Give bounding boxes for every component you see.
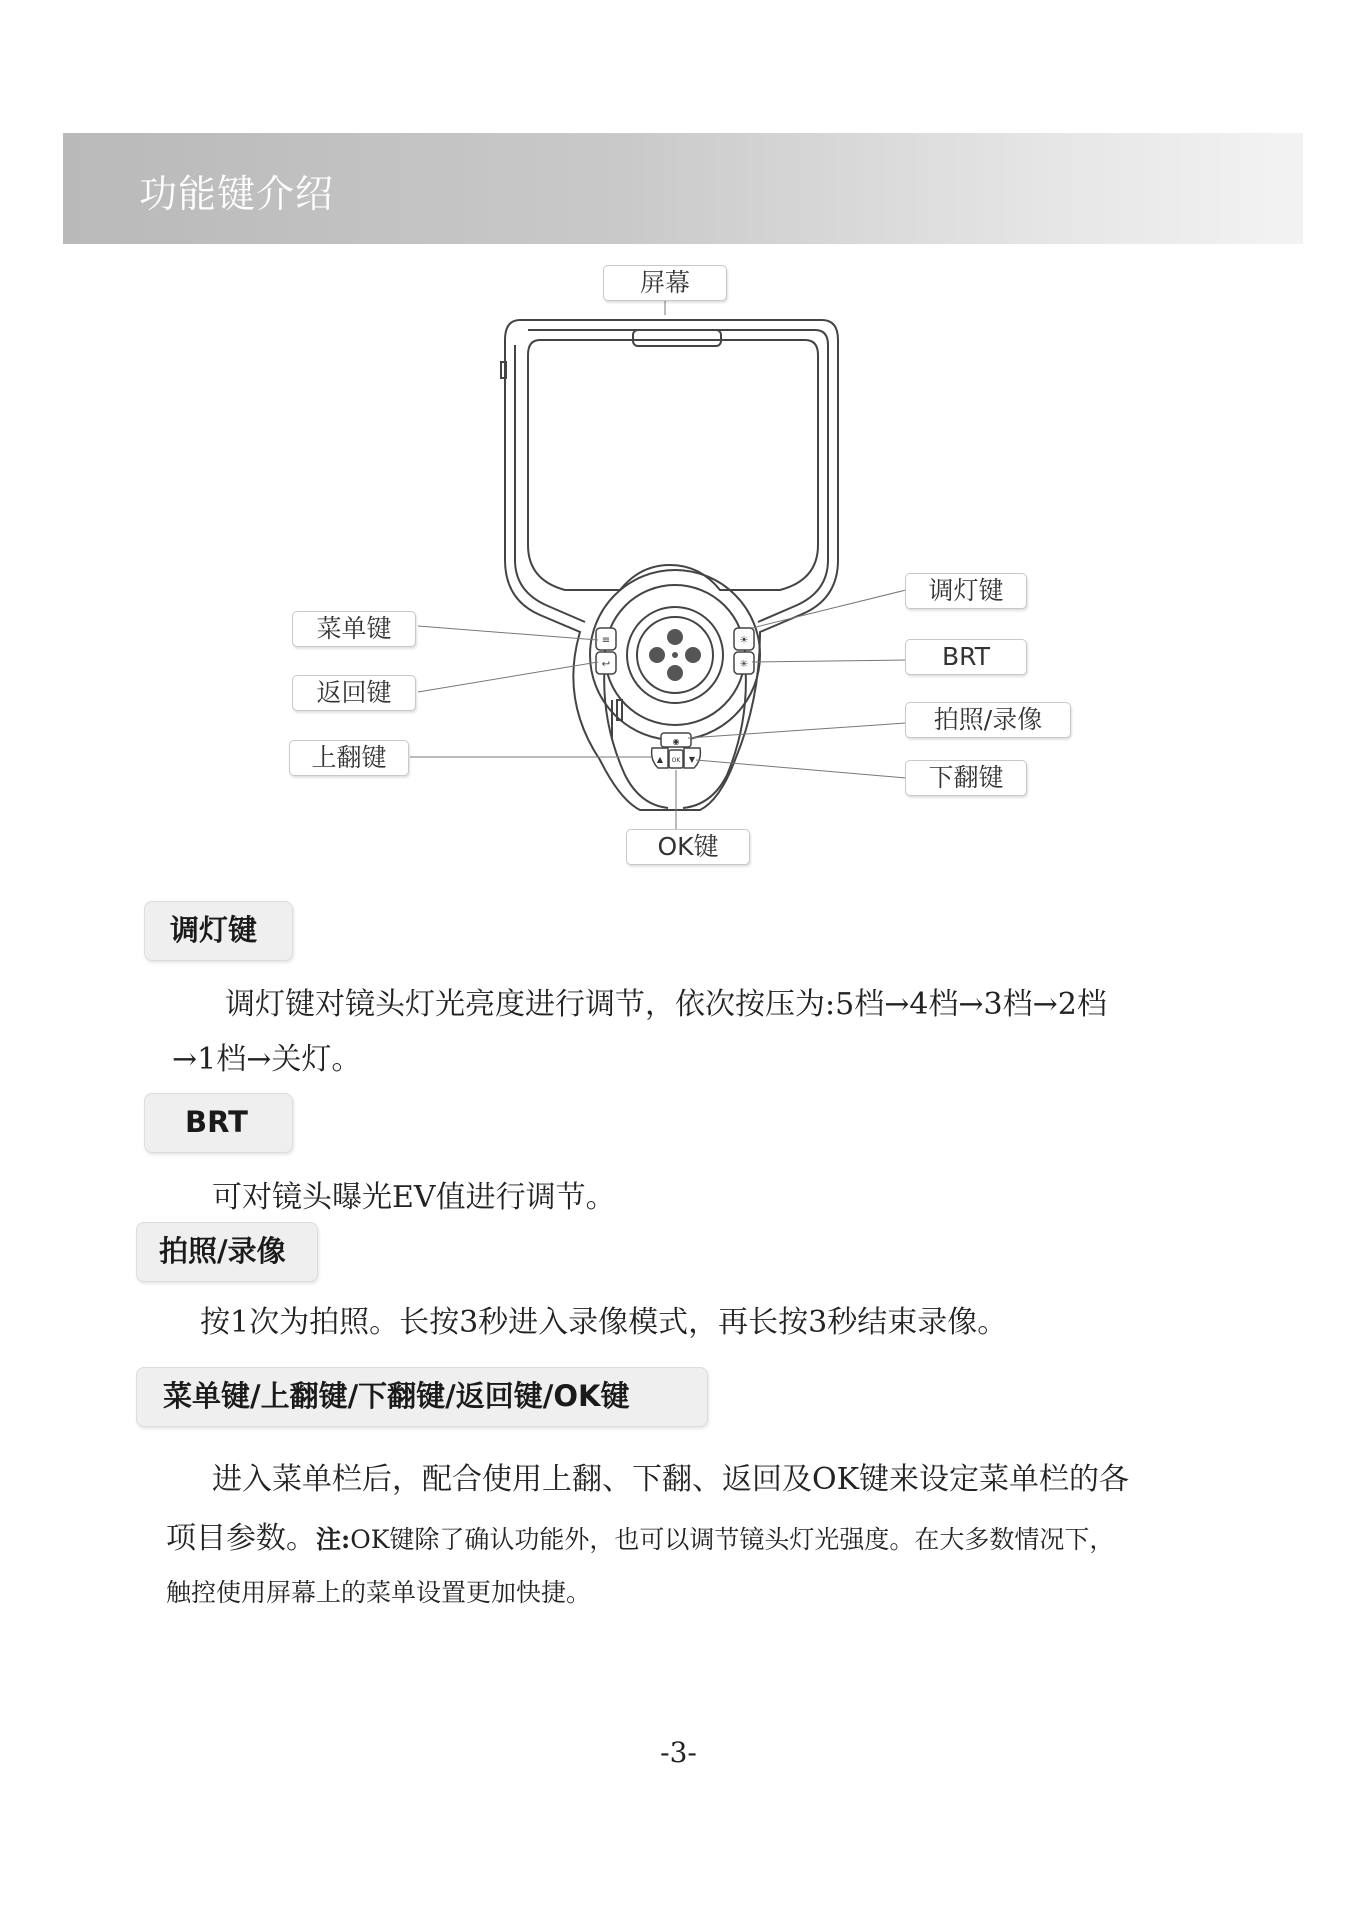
label-back-key: 返回键 <box>292 675 416 711</box>
camera-icon: ◉ <box>672 737 680 746</box>
label-ok-key: OK键 <box>626 829 750 865</box>
brt-desc: 可对镜头曝光EV值进行调节。 <box>212 1180 616 1215</box>
light-key-desc-line1: 调灯键对镜头灯光亮度进行调节，依次按压为:5档→4档→3档→2档 <box>225 987 1107 1022</box>
device-illustration <box>0 0 1357 900</box>
heading-brt: BRT <box>144 1093 293 1153</box>
light-key-desc-line2: →1档→关灯。 <box>172 1042 362 1077</box>
ok-icon: OK <box>671 757 681 764</box>
device-diagram <box>0 0 1357 900</box>
label-page-down-key: 下翻键 <box>905 760 1027 796</box>
menu-icon: ≡ <box>601 635 611 646</box>
label-page-up-key: 上翻键 <box>289 740 409 776</box>
back-icon: ↩ <box>601 659 611 670</box>
up-arrow-icon: ▲ <box>656 755 664 764</box>
device-screen <box>528 340 818 590</box>
heading-light-key: 调灯键 <box>144 901 293 961</box>
note-text: OK键除了确认功能外，也可以调节镜头灯光强度。在大多数情况下， <box>350 1525 1115 1554</box>
menu-keys-desc-line1: 进入菜单栏后，配合使用上翻、下翻、返回及OK键来设定菜单栏的各 <box>212 1462 1130 1497</box>
menu-keys-desc-line2-start: 项目参数。 <box>166 1521 316 1556</box>
page-number: -3- <box>660 1736 697 1769</box>
note-label: 注: <box>316 1525 351 1554</box>
brightness-icon: ✳ <box>739 659 749 670</box>
label-light-key: 调灯键 <box>905 573 1027 609</box>
label-brt: BRT <box>905 639 1027 675</box>
label-menu-key: 菜单键 <box>292 611 416 647</box>
heading-photo-video: 拍照/录像 <box>136 1222 318 1282</box>
menu-keys-desc-line3: 触控使用屏幕上的菜单设置更加快捷。 <box>166 1578 592 1607</box>
section-title: 功能键介绍 <box>139 172 335 216</box>
photo-video-desc: 按1次为拍照。长按3秒进入录像模式，再长按3秒结束录像。 <box>200 1305 1008 1340</box>
heading-menu-keys: 菜单键/上翻键/下翻键/返回键/OK键 <box>136 1367 708 1427</box>
label-photo-video: 拍照/录像 <box>905 702 1071 738</box>
light-icon: ☀ <box>739 635 749 646</box>
label-screen: 屏幕 <box>603 265 727 301</box>
menu-keys-desc-line2 <box>166 1510 1114 1568</box>
down-arrow-icon: ▼ <box>688 755 696 764</box>
